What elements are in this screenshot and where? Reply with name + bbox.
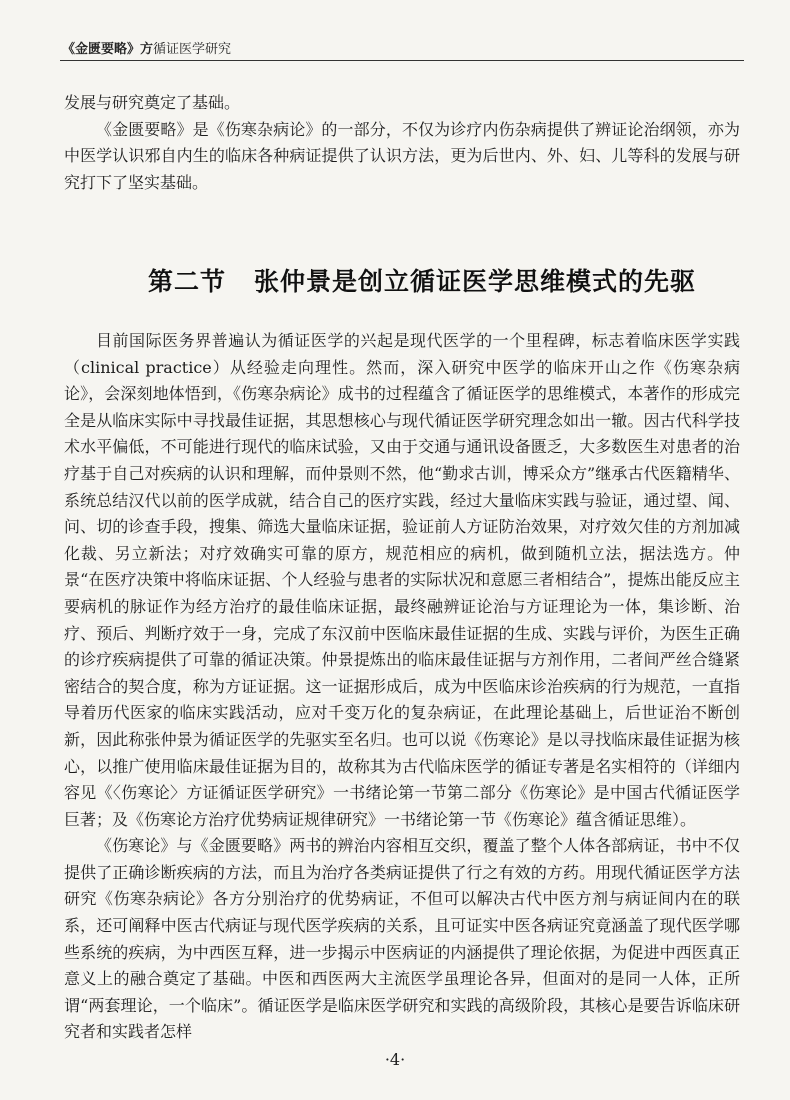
running-header-subtitle: 循证医学研究 <box>153 42 232 57</box>
section-text-block <box>64 328 740 1046</box>
section-heading <box>148 262 696 298</box>
paragraph: 目前国际医务界普遍认为循证医学的兴起是现代医学的一个里程碑，标志着临床医学实践（clinical practice）从经验走向理性。然而，深入研究中医学的临床开山之作《伤寒杂病论》，会深刻地体悟到，《伤寒杂病论》成书的过程蕴含了循证医学的思维模式，本著作的形成完全是从临床实际中寻找最佳证据，其思想核心与现代循证医学研究理念如出一辙。因古代科学技术水平偏低，不可能进行现代的临床试验，又由于交通与通讯设备匮乏，大多数医生对患者的治疗基于自己对疾病的认识和理解，而仲景则不然，他“勤求古训，博采众方”继承古代医籍精华、系统总结汉代以前的医学成就，结合自己的医疗实践，经过大量临床实践与验证，通过望、闻、问、切的诊查手段，搜集、筛选大量临床证据，验证前人方证防治效果，对疗效欠佳的方剂加减化裁、另立新法；对疗效确实可靠的原方，规范相应的病机，做到随机立法，据法选方。仲景“在医疗决策中将临床证据、个人经验与患者的实际状况和意愿三者相结合”，提炼出能反应主要病机的脉证作为经方治疗的最佳临床证据，最终融辨证论治与方证理论为一体，集诊断、治疗、预后、判断疗效于一身，完成了东汉前中医临床最佳证据的生成、实践与评价，为医生正确的诊疗疾病提供了可靠的循证决策。仲景提炼出的临床最佳证据与方剂作用，二者间严丝合缝紧密结合的契合度，称为方证证据。这一证据形成后，成为中医临床诊治疾病的行为规范，一直指导着历代医家的临床实践活动，应对千变万化的复杂病证，在此理论基础上，后世证治不断创新，因此称张仲景为循证医学的先驱实至名归。也可以说《伤寒论》是以寻找临床最佳证据为核心，以推广使用临床最佳证据为目的，故称其为古代临床医学的循证专著是名实相符的（详细内容见《〈伤寒论〉方证循证医学研究》一书绪论第一节第二部分《伤寒论》是中国古代循证医学巨著；及《伤寒论方治疗优势病证规律研究》一书绪论第一节《伤寒论》蕴含循证思维）。 <box>64 331 740 829</box>
paragraph: 发展与研究奠定了基础。 <box>64 93 241 112</box>
running-header <box>62 38 231 57</box>
page-number: ·4· <box>384 1050 406 1069</box>
section-number: 第二节 <box>148 267 227 296</box>
paragraph: 《伤寒论》与《金匮要略》两书的辨治内容相互交织，覆盖了整个人体各部病证，书中不仅提供了正确诊断疾病的方法，而且为治疗各类病证提供了行之有效的方药。用现代循证医学方法研究《伤寒杂病论》各方分别治疗的优势病证，不但可以解决古代中医方剂与病证间内在的联系，还可阐释中医古代病证与现代医学疾病的关系，且可证实中医各病证究竟涵盖了现代医学哪些系统的疾病，为中西医互释，进一步揭示中医病证的内涵提供了理论依据，为促进中西医真正意义上的融合奠定了基础。中医和西医两大主流医学虽理论各异，但面对的是同一人体，正所谓“两套理论，一个临床”。循证医学是临床医学研究和实践的高级阶段，其核心是要告诉临床研究者和实践者怎样 <box>64 836 740 1042</box>
intro-text-block <box>64 90 740 196</box>
header-rule <box>60 60 744 61</box>
running-header-book: 《金匮要略》方 <box>62 42 154 57</box>
paragraph: 《金匮要略》是《伤寒杂病论》的一部分，不仅为诊疗内伤杂病提供了辨证论治纲领，亦为中医学认识邪自内生的临床各种病证提供了认识方法，更为后世内、外、妇、儿等科的发展与研究打下了坚实基础。 <box>64 119 740 192</box>
section-title: 张仲景是创立循证医学思维模式的先驱 <box>254 267 697 296</box>
